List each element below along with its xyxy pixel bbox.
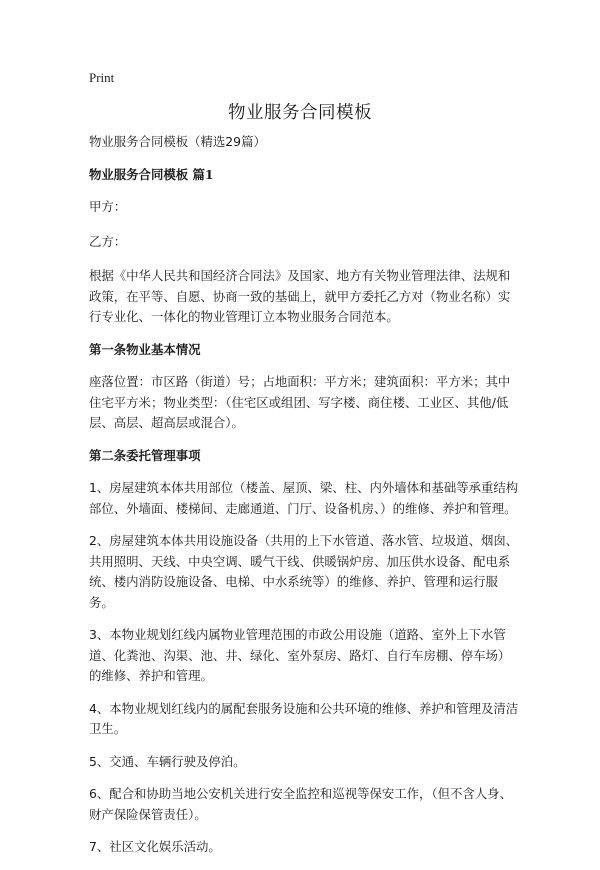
list-item: 1、房屋建筑本体共用部位（楼盖、屋顶、梁、柱、内外墙体和基础等承重结构部位、外墙面、楼梯间、走廊通道、门厅、设备机房、）的维修、养护和管理。 <box>89 480 519 516</box>
article-2-heading: 第二条委托管理事项 <box>89 447 201 463</box>
party-b-label: 乙方： <box>89 233 127 249</box>
list-item: 5、交通、车辆行驶及停泊。 <box>89 753 246 769</box>
list-item: 4、本物业规划红线内的属配套服务设施和公共环境的维修、养护和管理及清洁卫生。 <box>89 700 519 736</box>
list-item: 2、房屋建筑本体共用设施设备（共用的上下水管道、落水管、垃圾道、烟囱、共用照明、天线、中央空调、暖气干线、供暖锅炉房、加压供水设备、配电系统、楼内消防设施设备、电梯、中水系统等）的维修、养护、管理和运行服务。 <box>89 533 519 610</box>
article-1-heading: 第一条物业基本情况 <box>89 341 201 357</box>
list-item: 3、本物业规划红线内属物业管理范围的市政公用设施（道路、室外上下水管道、化粪池、沟渠、池、井、绿化、室外泵房、路灯、自行车房棚、停车场）的维修、养护和管理。 <box>89 627 511 683</box>
party-a-label: 甲方： <box>89 199 127 214</box>
intro-paragraph: 根据《中华人民共和国经济合同法》及国家、地方有关物业管理法律、法规和政策，在平等、自愿、协商一致的基础上，就甲方委托乙方对（物业名称）实行专业化、一体化的物业管理订立本物业服务合同范本。 <box>89 268 511 324</box>
print-link[interactable]: Print <box>89 70 115 85</box>
subtitle: 物业服务合同模板（精选29篇） <box>89 134 266 149</box>
list-item: 7、社区文化娱乐活动。 <box>89 839 221 854</box>
section-heading: 物业服务合同模板 篇1 <box>89 166 214 182</box>
article-1-text: 座落位置：市区路（街道）号；占地面积：平方米；建筑面积：平方米；其中住宅平方米；物业类型：（住宅区或组团、写字楼、商住楼、工业区、其他/低层、高层、超高层或混合）。 <box>89 374 511 430</box>
page-title: 物业服务合同模板 <box>228 103 372 123</box>
list-item: 6、配合和协助当地公安机关进行安全监控和巡视等保安工作，（但不含人身、财产保险保管责任）。 <box>89 786 512 822</box>
document-body <box>89 132 521 870</box>
